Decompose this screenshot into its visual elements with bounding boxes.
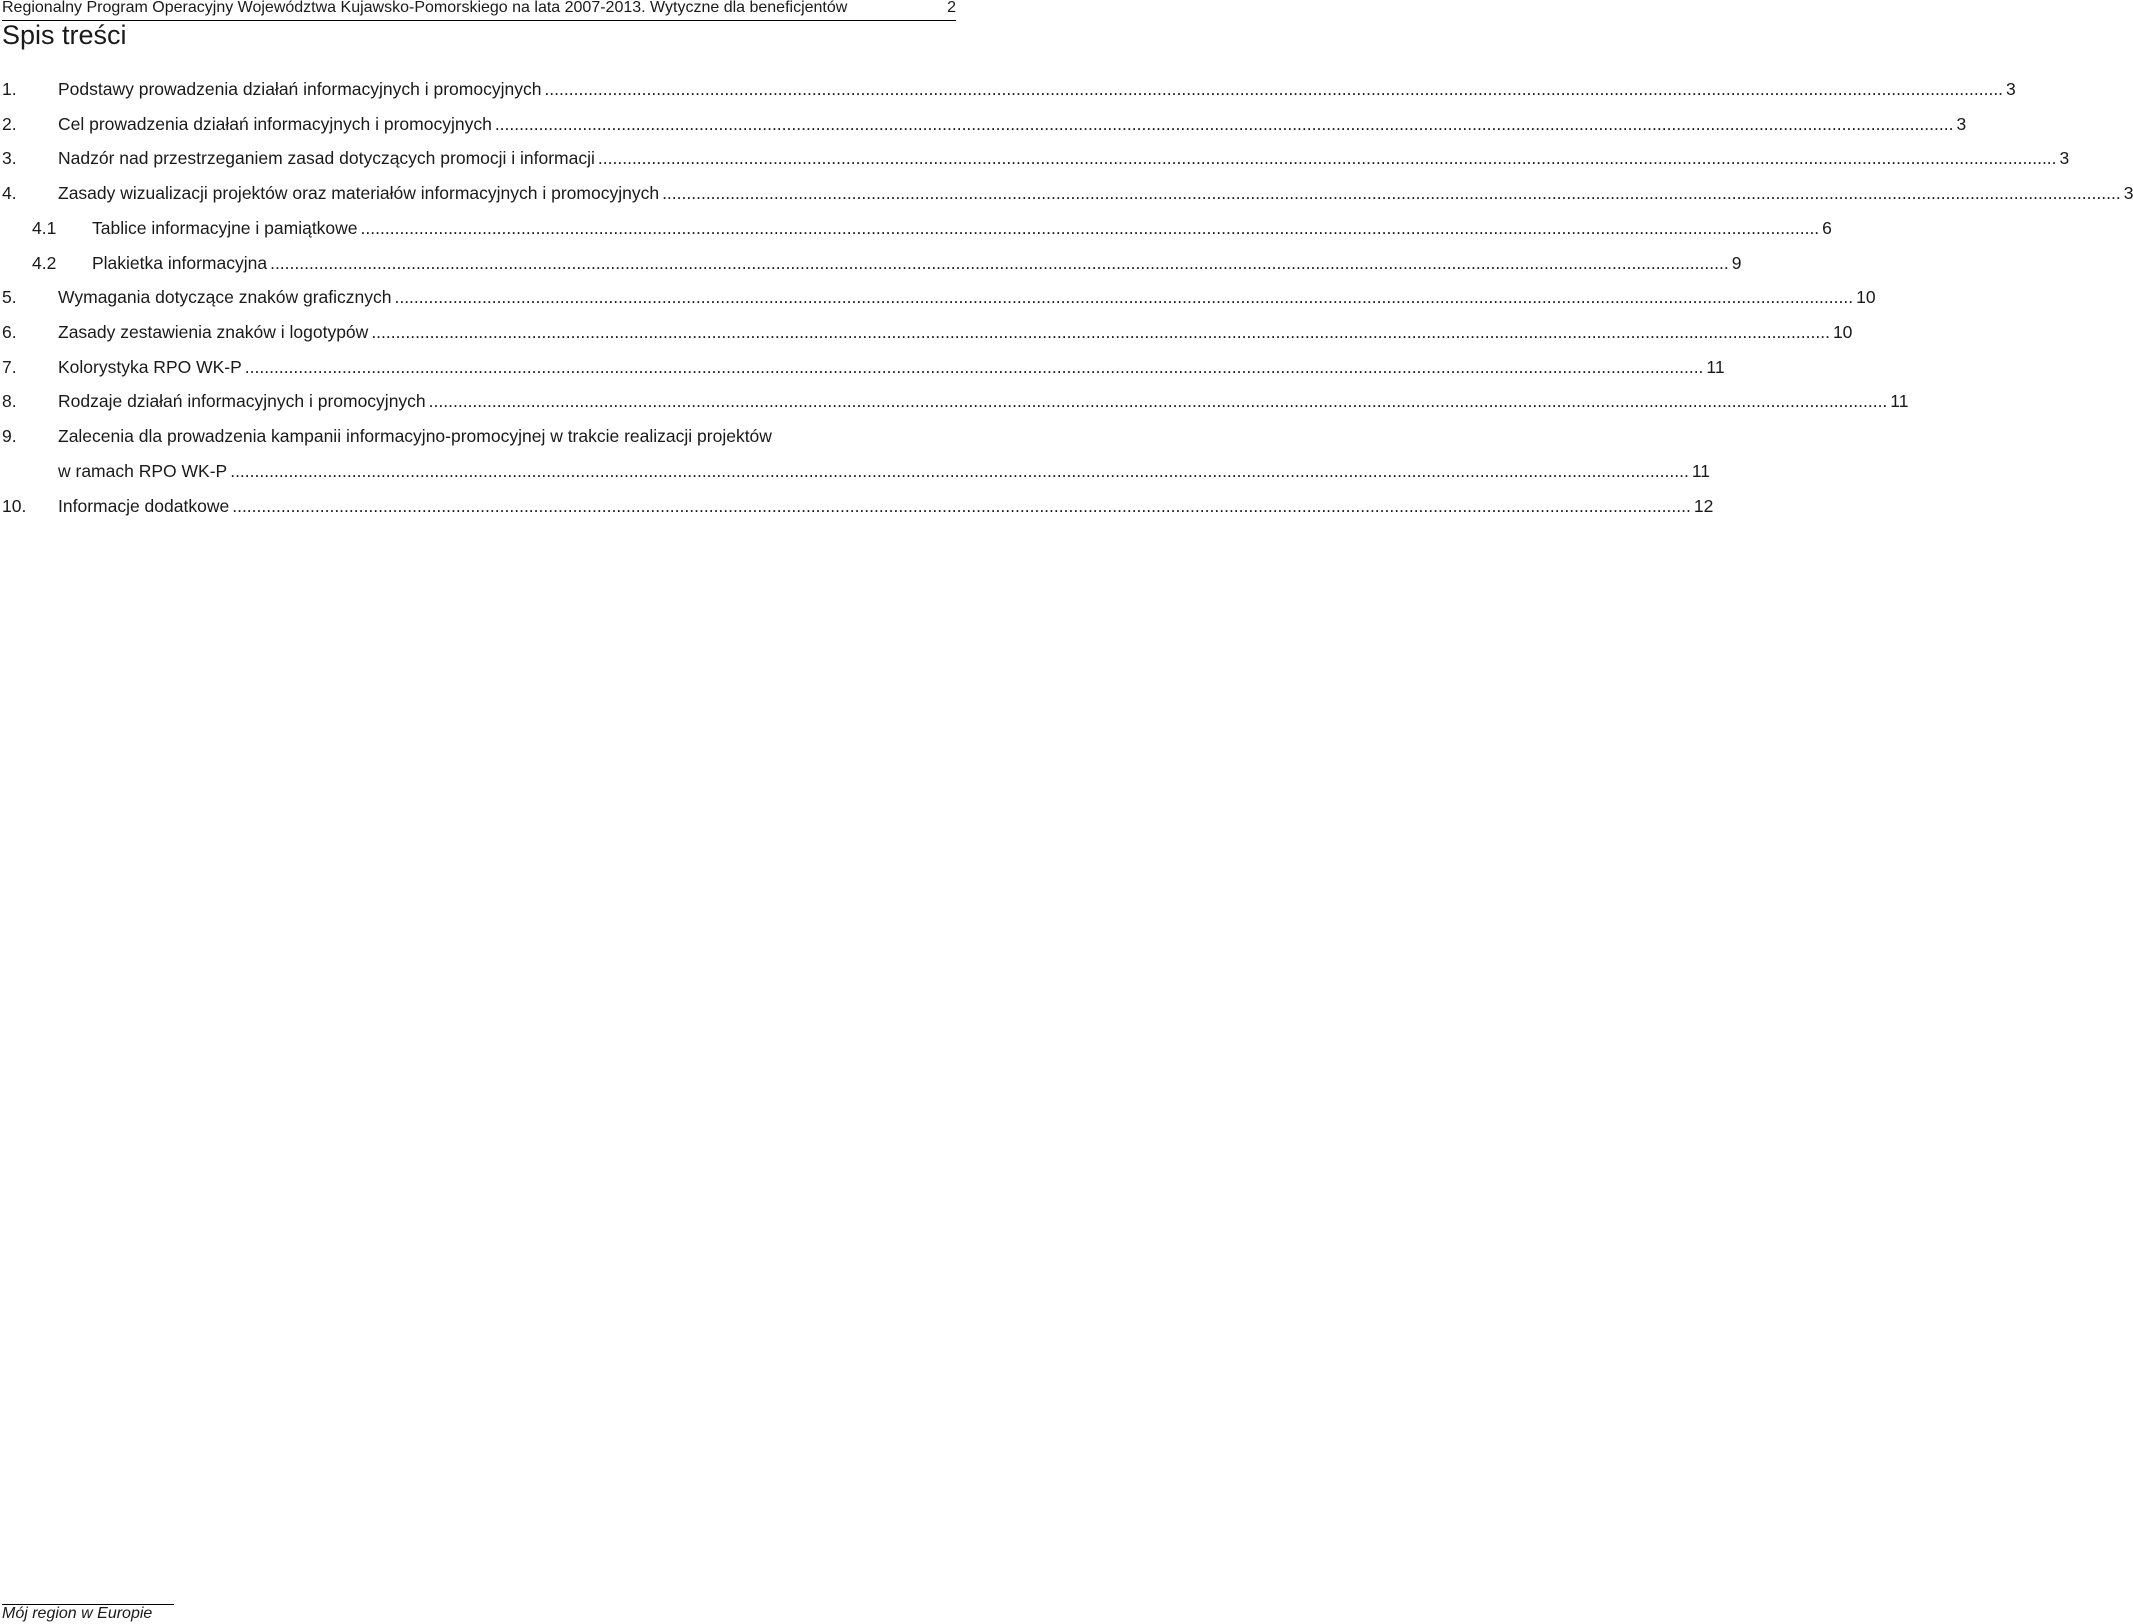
toc-entry-5[interactable] xyxy=(0,282,1876,312)
toc-entry-page: 10 xyxy=(1832,322,1853,342)
toc-entry-9[interactable] xyxy=(0,421,960,451)
toc-entry-page: 10 xyxy=(1856,287,1876,307)
toc-entry-number: 4. xyxy=(2,183,17,203)
toc-dot-leader: ............................................................................................................................................................................................................................................................................................................ xyxy=(597,148,2057,168)
toc-entry-6[interactable] xyxy=(0,317,1853,347)
toc-entry-title: w ramach RPO WK-P xyxy=(58,461,228,481)
toc-entry-page: 11 xyxy=(1890,391,1909,411)
toc-entry-number: 5. xyxy=(2,287,17,307)
toc-entry-number: 10. xyxy=(2,496,27,516)
toc-entry-title: Plakietka informacyjna xyxy=(92,253,268,273)
header-page-number: 2 xyxy=(947,0,956,16)
toc-entry-title: Rodzaje działań informacyjnych i promocyjnych xyxy=(58,391,426,411)
toc-entry-page: 3 xyxy=(1956,114,1967,134)
page-header xyxy=(2,0,956,21)
toc-entry-1[interactable] xyxy=(0,74,2016,104)
toc-entry-page: 6 xyxy=(1822,218,1832,238)
toc-entry-2[interactable] xyxy=(0,109,1967,139)
toc-entry-title: Wymagania dotyczące znaków graficznych xyxy=(58,287,392,307)
toc-dot-leader: ............................................................................................................................................................................................................................................................................................................ xyxy=(270,253,1729,273)
toc-entry-page: 3 xyxy=(2123,183,2133,203)
toc-entry-number: 4.1 xyxy=(32,218,57,238)
toc-entry-page: 3 xyxy=(2059,148,2070,168)
toc-entry-number: 3. xyxy=(2,148,17,168)
toc-dot-leader: ............................................................................................................................................................................................................................................................................................................ xyxy=(232,496,1691,516)
toc-entry-title: Cel prowadzenia działań informacyjnych i promocyjnych xyxy=(58,114,492,134)
toc-entry-title-line1: Zalecenia dla prowadzenia kampanii informacyjno-promocyjnej w trakcie realizacji projektów xyxy=(58,426,772,446)
toc-entry-number: 9. xyxy=(2,426,17,446)
toc-dot-leader: ............................................................................................................................................................................................................................................................................................................ xyxy=(244,357,1704,377)
toc-entry-4-2[interactable] xyxy=(0,248,1742,278)
toc-entry-page: 11 xyxy=(1706,357,1725,377)
toc-entry-title: Zasady wizualizacji projektów oraz materiałów informacyjnych i promocyjnych xyxy=(58,183,660,203)
toc-dot-leader: ............................................................................................................................................................................................................................................................................................................ xyxy=(494,114,1954,134)
toc-entry-4-1[interactable] xyxy=(0,213,1832,243)
toc-entry-3[interactable] xyxy=(0,143,2070,173)
toc-entry-7[interactable] xyxy=(0,352,1725,382)
toc-entry-number: 1. xyxy=(2,79,17,99)
toc-entry-page: 11 xyxy=(1691,461,1710,481)
toc-dot-leader: ............................................................................................................................................................................................................................................................................................................ xyxy=(371,322,1830,342)
toc-entry-number: 8. xyxy=(2,391,17,411)
toc-title: Spis treści xyxy=(2,20,127,50)
toc-entry-title: Tablice informacyjne i pamiątkowe xyxy=(92,218,358,238)
toc-entry-page: 9 xyxy=(1731,253,1742,273)
toc-entry-number: 6. xyxy=(2,322,17,342)
toc-dot-leader: ............................................................................................................................................................................................................................................................................................................ xyxy=(394,287,1854,307)
toc-dot-leader: ............................................................................................................................................................................................................................................................................................................ xyxy=(360,218,1820,238)
toc-dot-leader: ............................................................................................................................................................................................................................................................................................................ xyxy=(544,79,2004,99)
footer-text: Mój region w Europie xyxy=(2,1605,153,1622)
toc-entry-title: Zasady zestawienia znaków i logotypów xyxy=(58,322,369,342)
toc-dot-leader: ............................................................................................................................................................................................................................................................................................................ xyxy=(428,391,1888,411)
toc-dot-leader: ............................................................................................................................................................................................................................................................................................................ xyxy=(230,461,1689,481)
toc-entry-number: 7. xyxy=(2,357,17,377)
header-title: Regionalny Program Operacyjny Województwa Kujawsko-Pomorskiego na lata 2007-2013. Wytyczne dla beneficjentów xyxy=(2,0,848,16)
toc-entry-title: Informacje dodatkowe xyxy=(58,496,230,516)
toc-entry-title: Nadzór nad przestrzeganiem zasad dotyczących promocji i informacji xyxy=(58,148,595,168)
toc-entry-title: Podstawy prowadzenia działań informacyjnych i promocyjnych xyxy=(58,79,542,99)
toc-entry-8[interactable] xyxy=(0,386,1909,416)
toc-entry-page: 12 xyxy=(1693,496,1714,516)
toc-dot-leader: ............................................................................................................................................................................................................................................................................................................ xyxy=(662,183,2121,203)
toc-entry-4[interactable] xyxy=(0,178,2133,208)
toc-entry-page: 3 xyxy=(2006,79,2016,99)
toc-entry-number: 2. xyxy=(2,114,17,134)
toc-entry-9-continuation[interactable] xyxy=(0,456,1710,486)
toc-entry-number: 4.2 xyxy=(32,253,57,273)
toc-entry-10[interactable] xyxy=(0,491,1714,521)
toc-entry-title: Kolorystyka RPO WK-P xyxy=(58,357,242,377)
